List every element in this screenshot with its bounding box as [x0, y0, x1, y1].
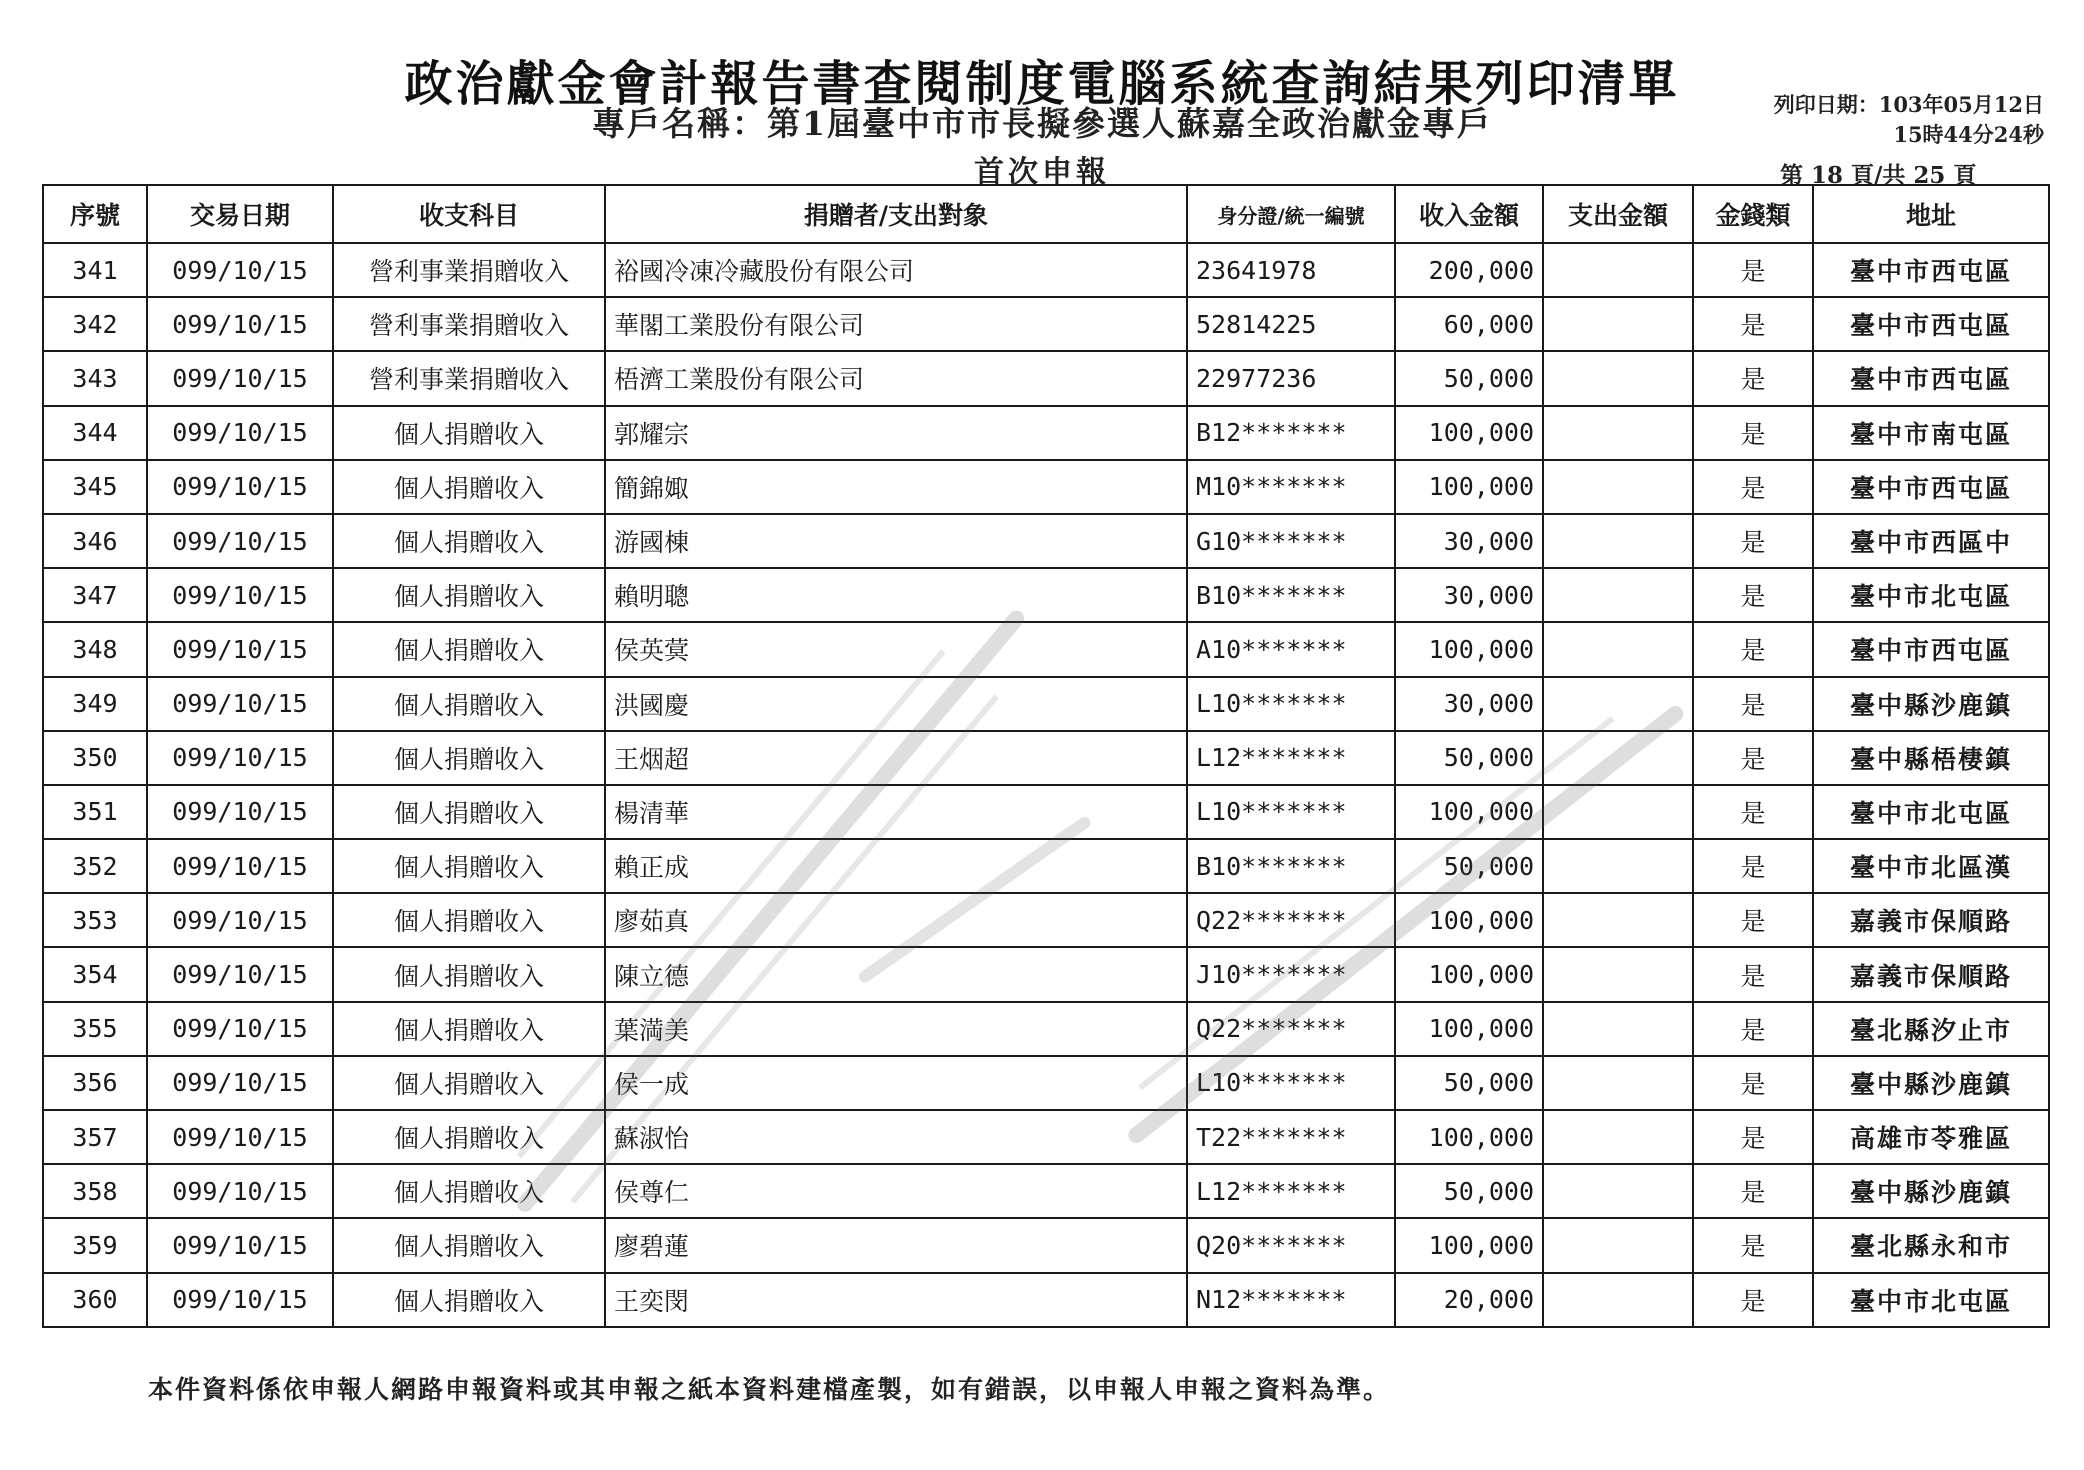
table-row [43, 243, 2049, 297]
cell-expense [1543, 947, 1693, 1001]
header-row [43, 185, 2049, 243]
cell-cash: 是 [1693, 785, 1813, 839]
cell-no: 343 [43, 351, 147, 405]
cell-date: 099/10/15 [147, 893, 333, 947]
table-row [43, 297, 2049, 351]
cell-cash: 是 [1693, 460, 1813, 514]
col-header-date: 交易日期 [147, 185, 333, 243]
cell-id: G10******* [1187, 514, 1395, 568]
cell-no: 357 [43, 1110, 147, 1164]
table-row [43, 514, 2049, 568]
report-type: 首次申報 [974, 155, 1110, 190]
cell-address: 高雄市苓雅區 [1813, 1110, 2049, 1164]
cell-date: 099/10/15 [147, 243, 333, 297]
cell-cash: 是 [1693, 1110, 1813, 1164]
col-header-cash: 金錢類 [1693, 185, 1813, 243]
cell-income: 100,000 [1395, 947, 1543, 1001]
cell-address: 臺中市北屯區 [1813, 1273, 2049, 1327]
cell-no: 355 [43, 1002, 147, 1056]
cell-donor: 賴明聰 [605, 568, 1187, 622]
cell-address: 臺中市西屯區 [1813, 460, 2049, 514]
cell-donor: 華閣工業股份有限公司 [605, 297, 1187, 351]
cell-address: 臺中市西屯區 [1813, 297, 2049, 351]
cell-id: L10******* [1187, 1056, 1395, 1110]
table-row [43, 731, 2049, 785]
cell-category: 個人捐贈收入 [333, 568, 605, 622]
table-row [43, 1218, 2049, 1272]
cell-donor: 賴正成 [605, 839, 1187, 893]
cell-cash: 是 [1693, 893, 1813, 947]
cell-donor: 侯一成 [605, 1056, 1187, 1110]
cell-expense [1543, 839, 1693, 893]
cell-date: 099/10/15 [147, 947, 333, 1001]
cell-address: 臺北縣汐止市 [1813, 1002, 2049, 1056]
cell-donor: 廖茹真 [605, 893, 1187, 947]
table-row [43, 1110, 2049, 1164]
cell-cash: 是 [1693, 1164, 1813, 1218]
cell-no: 344 [43, 406, 147, 460]
cell-category: 個人捐贈收入 [333, 677, 605, 731]
cell-income: 100,000 [1395, 406, 1543, 460]
cell-date: 099/10/15 [147, 731, 333, 785]
col-header-expense: 支出金額 [1543, 185, 1693, 243]
cell-date: 099/10/15 [147, 460, 333, 514]
cell-donor: 洪國慶 [605, 677, 1187, 731]
cell-expense [1543, 1002, 1693, 1056]
print-datetime [1774, 90, 2044, 150]
cell-expense [1543, 514, 1693, 568]
print-date: 列印日期：103年05月12日 [1773, 92, 2044, 117]
cell-donor: 葉満美 [605, 1002, 1187, 1056]
cell-expense [1543, 297, 1693, 351]
cell-id: A10******* [1187, 622, 1395, 676]
cell-expense [1543, 731, 1693, 785]
cell-address: 臺中縣梧棲鎮 [1813, 731, 2049, 785]
cell-id: 52814225 [1187, 297, 1395, 351]
cell-no: 351 [43, 785, 147, 839]
table-row [43, 947, 2049, 1001]
col-header-no: 序號 [43, 185, 147, 243]
cell-no: 358 [43, 1164, 147, 1218]
cell-no: 350 [43, 731, 147, 785]
cell-expense [1543, 677, 1693, 731]
cell-income: 50,000 [1395, 351, 1543, 405]
account-name: 專戶名稱：第1屆臺中市市長擬參選人蘇嘉全政治獻金專戶 [592, 104, 1492, 143]
table-row [43, 677, 2049, 731]
cell-expense [1543, 568, 1693, 622]
cell-donor: 廖碧蓮 [605, 1218, 1187, 1272]
cell-expense [1543, 1110, 1693, 1164]
cell-expense [1543, 1164, 1693, 1218]
cell-date: 099/10/15 [147, 622, 333, 676]
cell-address: 臺中市西屯區 [1813, 351, 2049, 405]
cell-category: 個人捐贈收入 [333, 1002, 605, 1056]
cell-no: 347 [43, 568, 147, 622]
col-header-address: 地址 [1813, 185, 2049, 243]
cell-cash: 是 [1693, 243, 1813, 297]
cell-date: 099/10/15 [147, 351, 333, 405]
cell-address: 臺中市北屯區 [1813, 785, 2049, 839]
table-row [43, 893, 2049, 947]
col-header-income: 收入金額 [1395, 185, 1543, 243]
cell-date: 099/10/15 [147, 514, 333, 568]
cell-cash: 是 [1693, 1002, 1813, 1056]
cell-category: 個人捐贈收入 [333, 406, 605, 460]
cell-expense [1543, 893, 1693, 947]
cell-address: 臺中縣沙鹿鎮 [1813, 677, 2049, 731]
table-row [43, 622, 2049, 676]
table-row [43, 839, 2049, 893]
cell-no: 349 [43, 677, 147, 731]
cell-category: 個人捐贈收入 [333, 1056, 605, 1110]
cell-date: 099/10/15 [147, 677, 333, 731]
cell-address: 臺中縣沙鹿鎮 [1813, 1164, 2049, 1218]
cell-donor: 侯尊仁 [605, 1164, 1187, 1218]
table-row [43, 351, 2049, 405]
cell-cash: 是 [1693, 1218, 1813, 1272]
cell-category: 營利事業捐贈收入 [333, 297, 605, 351]
cell-cash: 是 [1693, 1273, 1813, 1327]
cell-date: 099/10/15 [147, 1273, 333, 1327]
cell-category: 營利事業捐贈收入 [333, 351, 605, 405]
cell-id: L12******* [1187, 1164, 1395, 1218]
cell-expense [1543, 460, 1693, 514]
cell-no: 353 [43, 893, 147, 947]
cell-id: Q22******* [1187, 1002, 1395, 1056]
cell-id: J10******* [1187, 947, 1395, 1001]
cell-expense [1543, 406, 1693, 460]
cell-date: 099/10/15 [147, 1056, 333, 1110]
table-row [43, 785, 2049, 839]
cell-address: 臺中市西屯區 [1813, 622, 2049, 676]
cell-address: 臺中縣沙鹿鎮 [1813, 1056, 2049, 1110]
cell-income: 60,000 [1395, 297, 1543, 351]
cell-expense [1543, 1218, 1693, 1272]
cell-address: 嘉義市保順路 [1813, 893, 2049, 947]
cell-cash: 是 [1693, 622, 1813, 676]
table-row [43, 1002, 2049, 1056]
cell-category: 個人捐贈收入 [333, 1110, 605, 1164]
cell-category: 個人捐贈收入 [333, 1273, 605, 1327]
donation-table [42, 184, 2050, 1328]
table-header [43, 185, 2049, 243]
cell-no: 360 [43, 1273, 147, 1327]
cell-id: L10******* [1187, 785, 1395, 839]
cell-cash: 是 [1693, 1056, 1813, 1110]
cell-cash: 是 [1693, 297, 1813, 351]
cell-no: 354 [43, 947, 147, 1001]
cell-address: 嘉義市保順路 [1813, 947, 2049, 1001]
cell-category: 個人捐贈收入 [333, 1218, 605, 1272]
cell-id: Q22******* [1187, 893, 1395, 947]
cell-category: 營利事業捐贈收入 [333, 243, 605, 297]
footer-note: 本件資料係依申報人網路申報資料或其申報之紙本資料建檔產製，如有錯誤，以申報人申報之資料為準。 [148, 1375, 1391, 1404]
cell-category: 個人捐贈收入 [333, 893, 605, 947]
cell-expense [1543, 785, 1693, 839]
cell-id: L12******* [1187, 731, 1395, 785]
cell-address: 臺中市北區漢 [1813, 839, 2049, 893]
cell-donor: 郭耀宗 [605, 406, 1187, 460]
cell-category: 個人捐贈收入 [333, 731, 605, 785]
cell-date: 099/10/15 [147, 297, 333, 351]
cell-donor: 蘇淑怡 [605, 1110, 1187, 1164]
cell-category: 個人捐贈收入 [333, 947, 605, 1001]
cell-donor: 王奕閔 [605, 1273, 1187, 1327]
cell-no: 359 [43, 1218, 147, 1272]
cell-income: 50,000 [1395, 839, 1543, 893]
table-body [43, 243, 2049, 1327]
cell-income: 50,000 [1395, 1056, 1543, 1110]
document-title: 政治獻金會計報告書查閱制度電腦系統查詢結果列印清單 [404, 56, 1680, 112]
cell-cash: 是 [1693, 839, 1813, 893]
cell-income: 100,000 [1395, 622, 1543, 676]
cell-income: 100,000 [1395, 1002, 1543, 1056]
cell-id: B10******* [1187, 568, 1395, 622]
cell-expense [1543, 622, 1693, 676]
cell-id: 23641978 [1187, 243, 1395, 297]
cell-income: 20,000 [1395, 1273, 1543, 1327]
cell-category: 個人捐贈收入 [333, 514, 605, 568]
cell-date: 099/10/15 [147, 839, 333, 893]
cell-donor: 楊清華 [605, 785, 1187, 839]
cell-no: 346 [43, 514, 147, 568]
cell-category: 個人捐贈收入 [333, 622, 605, 676]
cell-donor: 游國棟 [605, 514, 1187, 568]
cell-donor: 陳立德 [605, 947, 1187, 1001]
cell-income: 50,000 [1395, 731, 1543, 785]
col-header-category: 收支科目 [333, 185, 605, 243]
cell-cash: 是 [1693, 947, 1813, 1001]
cell-income: 200,000 [1395, 243, 1543, 297]
cell-donor: 裕國冷凍冷藏股份有限公司 [605, 243, 1187, 297]
page-indicator: 第 18 頁/共 25 頁 [1780, 162, 1977, 189]
cell-address: 臺中市南屯區 [1813, 406, 2049, 460]
cell-cash: 是 [1693, 514, 1813, 568]
cell-id: B12******* [1187, 406, 1395, 460]
table-row [43, 460, 2049, 514]
cell-id: M10******* [1187, 460, 1395, 514]
table-row [43, 1164, 2049, 1218]
cell-id: Q20******* [1187, 1218, 1395, 1272]
cell-cash: 是 [1693, 351, 1813, 405]
cell-cash: 是 [1693, 406, 1813, 460]
cell-date: 099/10/15 [147, 785, 333, 839]
cell-address: 臺北縣永和市 [1813, 1218, 2049, 1272]
cell-id: T22******* [1187, 1110, 1395, 1164]
cell-category: 個人捐贈收入 [333, 785, 605, 839]
cell-donor: 簡錦娵 [605, 460, 1187, 514]
cell-income: 30,000 [1395, 568, 1543, 622]
col-header-donor: 捐贈者/支出對象 [605, 185, 1187, 243]
cell-id: B10******* [1187, 839, 1395, 893]
cell-income: 100,000 [1395, 1110, 1543, 1164]
cell-cash: 是 [1693, 568, 1813, 622]
cell-date: 099/10/15 [147, 568, 333, 622]
cell-donor: 王烟超 [605, 731, 1187, 785]
cell-date: 099/10/15 [147, 1110, 333, 1164]
cell-expense [1543, 1273, 1693, 1327]
cell-no: 342 [43, 297, 147, 351]
cell-income: 100,000 [1395, 1218, 1543, 1272]
cell-no: 352 [43, 839, 147, 893]
cell-address: 臺中市北屯區 [1813, 568, 2049, 622]
cell-address: 臺中市西區中 [1813, 514, 2049, 568]
cell-id: N12******* [1187, 1273, 1395, 1327]
cell-no: 341 [43, 243, 147, 297]
cell-category: 個人捐贈收入 [333, 1164, 605, 1218]
cell-income: 30,000 [1395, 677, 1543, 731]
table-row [43, 1056, 2049, 1110]
cell-date: 099/10/15 [147, 406, 333, 460]
cell-income: 30,000 [1395, 514, 1543, 568]
cell-income: 100,000 [1395, 460, 1543, 514]
cell-date: 099/10/15 [147, 1164, 333, 1218]
cell-income: 100,000 [1395, 785, 1543, 839]
table-row [43, 1273, 2049, 1327]
cell-expense [1543, 351, 1693, 405]
cell-id: 22977236 [1187, 351, 1395, 405]
cell-category: 個人捐贈收入 [333, 460, 605, 514]
cell-no: 356 [43, 1056, 147, 1110]
cell-income: 50,000 [1395, 1164, 1543, 1218]
cell-donor: 梧濟工業股份有限公司 [605, 351, 1187, 405]
cell-income: 100,000 [1395, 893, 1543, 947]
print-time: 15時44分24秒 [1893, 122, 2044, 147]
cell-category: 個人捐贈收入 [333, 839, 605, 893]
cell-expense [1543, 243, 1693, 297]
cell-donor: 侯英蓂 [605, 622, 1187, 676]
cell-no: 345 [43, 460, 147, 514]
cell-date: 099/10/15 [147, 1218, 333, 1272]
table-row [43, 568, 2049, 622]
col-header-id: 身分證/統一編號 [1187, 185, 1395, 243]
cell-date: 099/10/15 [147, 1002, 333, 1056]
cell-id: L10******* [1187, 677, 1395, 731]
cell-address: 臺中市西屯區 [1813, 243, 2049, 297]
cell-cash: 是 [1693, 731, 1813, 785]
cell-expense [1543, 1056, 1693, 1110]
cell-cash: 是 [1693, 677, 1813, 731]
table-row [43, 406, 2049, 460]
cell-no: 348 [43, 622, 147, 676]
